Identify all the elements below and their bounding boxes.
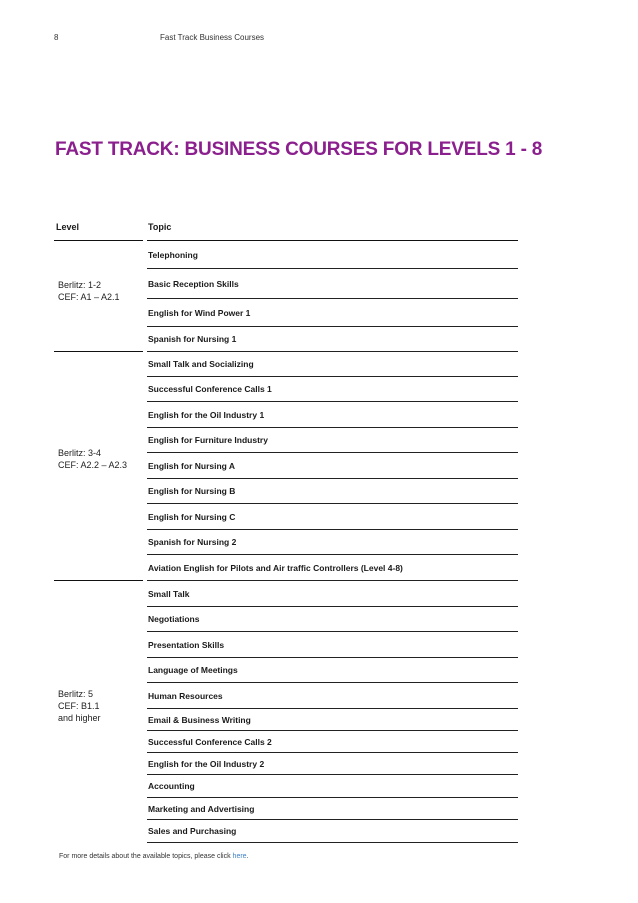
level-group-3 — [54, 581, 518, 843]
topic-row: Successful Conference Calls 2 — [147, 731, 518, 753]
topic-row: English for the Oil Industry 1 — [147, 402, 518, 428]
column-header-level: Level — [56, 222, 80, 232]
footer-note-text: For more details about the available topics, please click — [59, 853, 233, 860]
running-header: Fast Track Business Courses — [160, 33, 265, 42]
page-title: FAST TRACK: BUSINESS COURSES FOR LEVELS 1 - 8 — [55, 139, 543, 160]
level-line: CEF: A1 – A2.1 — [58, 292, 120, 302]
topic-row: English for Nursing A — [147, 453, 518, 479]
topic-row: Language of Meetings — [147, 658, 518, 683]
topic-row: Presentation Skills — [147, 632, 518, 658]
topic-row: Sales and Purchasing — [147, 820, 518, 843]
page-number: 8 — [54, 33, 59, 42]
level-group-1 — [54, 241, 518, 352]
topic-row: Successful Conference Calls 1 — [147, 377, 518, 402]
footer-note-end: . — [246, 853, 249, 860]
topic-row: Telephoning — [147, 241, 518, 269]
topic-row: English for Furniture Industry — [147, 428, 518, 453]
topic-row: Human Resources — [147, 683, 518, 709]
level-group-2 — [54, 352, 518, 581]
level-line: Berlitz: 3-4 — [58, 448, 102, 458]
topic-row: Basic Reception Skills — [147, 269, 518, 299]
level-line: CEF: A2.2 – A2.3 — [58, 460, 128, 470]
topic-row: Spanish for Nursing 1 — [147, 327, 518, 352]
level-line: CEF: B1.1 — [58, 701, 100, 711]
details-link[interactable]: here — [232, 853, 247, 860]
topic-row: Spanish for Nursing 2 — [147, 530, 518, 555]
topic-row: Small Talk and Socializing — [147, 352, 518, 377]
level-line: Berlitz: 1-2 — [58, 280, 102, 290]
column-header-topic: Topic — [148, 222, 172, 232]
topic-row: English for the Oil Industry 2 — [147, 753, 518, 775]
level-line: Berlitz: 5 — [58, 689, 94, 699]
topic-row: English for Wind Power 1 — [147, 299, 518, 327]
topic-row: Negotiations — [147, 607, 518, 632]
topic-row: Accounting — [147, 775, 518, 798]
topic-row: English for Nursing C — [147, 504, 518, 530]
level-line: and higher — [58, 713, 101, 723]
level-cell — [54, 688, 143, 724]
footer-note — [59, 853, 249, 860]
topic-row: Small Talk — [147, 581, 518, 607]
table-header — [54, 212, 518, 241]
level-cell — [54, 447, 143, 471]
course-table — [54, 212, 518, 843]
level-cell — [54, 279, 143, 303]
topic-row: Email & Business Writing — [147, 709, 518, 731]
topic-row: English for Nursing B — [147, 479, 518, 504]
topic-row: Marketing and Advertising — [147, 798, 518, 820]
topic-row: Aviation English for Pilots and Air traffic Controllers (Level 4-8) — [147, 555, 518, 581]
